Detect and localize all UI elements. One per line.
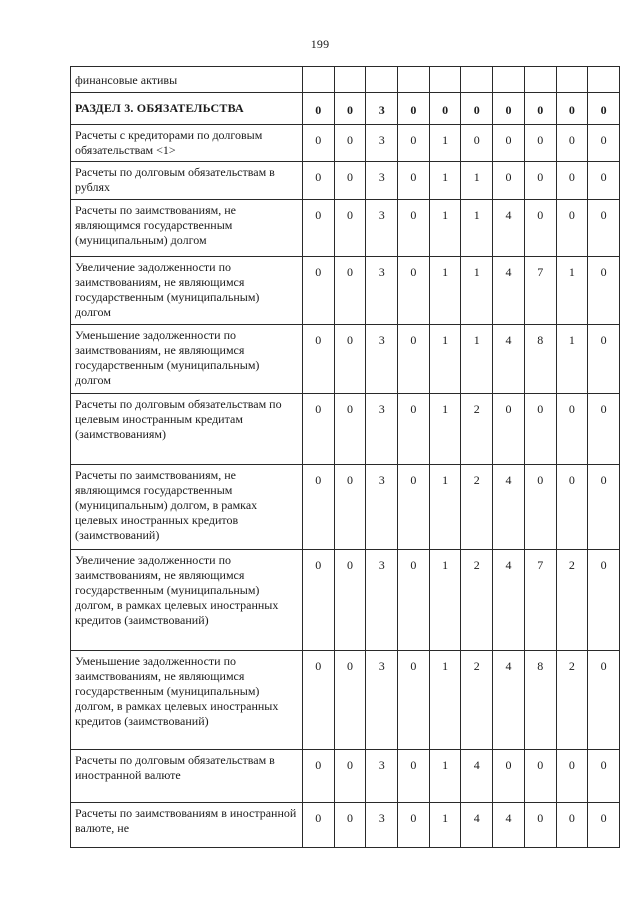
code-digit-cell: 4 — [493, 803, 525, 848]
code-digit-cell: 0 — [493, 750, 525, 803]
code-digit-cell: 0 — [302, 750, 334, 803]
code-digit-cell: 0 — [398, 394, 430, 465]
code-digit-cell: 0 — [556, 394, 588, 465]
code-digit-cell: 0 — [334, 325, 366, 394]
code-digit-cell — [398, 67, 430, 93]
code-digit-cell: 0 — [556, 465, 588, 550]
code-digit-cell: 0 — [334, 651, 366, 750]
code-digit-cell: 0 — [398, 550, 430, 651]
code-digit-cell: 0 — [588, 394, 620, 465]
code-digit-cell: 1 — [429, 651, 461, 750]
code-digit-cell — [302, 67, 334, 93]
code-digit-cell: 0 — [334, 93, 366, 125]
code-digit-cell: 0 — [334, 162, 366, 200]
code-digit-cell: 0 — [556, 93, 588, 125]
code-digit-cell: 0 — [588, 550, 620, 651]
code-digit-cell: 0 — [524, 162, 556, 200]
code-digit-cell: 1 — [429, 394, 461, 465]
code-digit-cell: 4 — [461, 803, 493, 848]
code-digit-cell: 0 — [302, 125, 334, 162]
code-digit-cell: 1 — [461, 325, 493, 394]
code-digit-cell: 0 — [334, 125, 366, 162]
budget-classification-table — [70, 66, 620, 848]
code-digit-cell: 0 — [556, 125, 588, 162]
code-digit-cell: 2 — [556, 550, 588, 651]
code-digit-cell: 0 — [493, 162, 525, 200]
row-label: Уменьшение задолженности по заимствованиям, не являющимся государственным (муниципальным) долгом — [71, 325, 303, 394]
code-digit-cell: 0 — [556, 803, 588, 848]
code-digit-cell: 0 — [334, 257, 366, 325]
code-digit-cell: 1 — [429, 125, 461, 162]
code-digit-cell: 0 — [524, 394, 556, 465]
code-digit-cell: 4 — [493, 325, 525, 394]
code-digit-cell — [366, 67, 398, 93]
table-row — [71, 162, 620, 200]
table-row — [71, 651, 620, 750]
code-digit-cell: 3 — [366, 550, 398, 651]
table-row — [71, 257, 620, 325]
table-row — [71, 67, 620, 93]
code-digit-cell: 0 — [398, 750, 430, 803]
table-row — [71, 325, 620, 394]
row-label: финансовые активы — [71, 67, 303, 93]
code-digit-cell: 0 — [302, 325, 334, 394]
code-digit-cell: 3 — [366, 325, 398, 394]
code-digit-cell: 7 — [524, 550, 556, 651]
code-digit-cell: 0 — [398, 325, 430, 394]
table-row — [71, 125, 620, 162]
code-digit-cell: 1 — [461, 200, 493, 257]
code-digit-cell: 0 — [493, 93, 525, 125]
code-digit-cell: 1 — [429, 200, 461, 257]
page-number: 199 — [310, 37, 330, 51]
code-digit-cell: 3 — [366, 257, 398, 325]
code-digit-cell: 0 — [302, 465, 334, 550]
code-digit-cell: 0 — [398, 651, 430, 750]
code-digit-cell: 3 — [366, 803, 398, 848]
code-digit-cell: 2 — [461, 465, 493, 550]
code-digit-cell — [334, 67, 366, 93]
code-digit-cell: 0 — [398, 93, 430, 125]
row-label: Увеличение задолженности по заимствованиям, не являющимся государственным (муниципальным) долгом — [71, 257, 303, 325]
code-digit-cell: 0 — [302, 803, 334, 848]
code-digit-cell: 0 — [588, 125, 620, 162]
code-digit-cell: 0 — [302, 162, 334, 200]
code-digit-cell: 2 — [556, 651, 588, 750]
code-digit-cell: 0 — [429, 93, 461, 125]
code-digit-cell: 0 — [588, 257, 620, 325]
code-digit-cell: 0 — [524, 803, 556, 848]
table-row — [71, 550, 620, 651]
code-digit-cell: 0 — [398, 803, 430, 848]
code-digit-cell: 0 — [556, 162, 588, 200]
code-digit-cell — [524, 67, 556, 93]
code-digit-cell: 2 — [461, 394, 493, 465]
row-label: Увеличение задолженности по заимствованиям, не являющимся государственным (муниципальным) долгом, в рамках целевых иностранных кредитов (заимствований) — [71, 550, 303, 651]
code-digit-cell: 0 — [398, 200, 430, 257]
code-digit-cell: 0 — [524, 93, 556, 125]
code-digit-cell — [588, 67, 620, 93]
code-digit-cell — [429, 67, 461, 93]
code-digit-cell: 3 — [366, 651, 398, 750]
code-digit-cell: 0 — [493, 125, 525, 162]
code-digit-cell: 0 — [398, 125, 430, 162]
code-digit-cell: 0 — [588, 651, 620, 750]
code-digit-cell: 4 — [493, 651, 525, 750]
code-digit-cell: 3 — [366, 125, 398, 162]
code-digit-cell: 7 — [524, 257, 556, 325]
code-digit-cell: 4 — [493, 200, 525, 257]
code-digit-cell: 1 — [461, 257, 493, 325]
code-digit-cell: 8 — [524, 325, 556, 394]
code-digit-cell: 0 — [302, 394, 334, 465]
code-digit-cell: 3 — [366, 93, 398, 125]
row-label: Уменьшение задолженности по заимствованиям, не являющимся государственным (муниципальным) долгом, в рамках целевых иностранных кредитов (заимствований) — [71, 651, 303, 750]
row-label: Расчеты по долговым обязательствам по целевым иностранным кредитам (заимствованиям) — [71, 394, 303, 465]
code-digit-cell: 1 — [429, 162, 461, 200]
code-digit-cell: 0 — [588, 93, 620, 125]
table-row — [71, 803, 620, 848]
code-digit-cell: 2 — [461, 651, 493, 750]
code-digit-cell: 0 — [524, 200, 556, 257]
code-digit-cell: 4 — [493, 550, 525, 651]
code-digit-cell: 0 — [524, 750, 556, 803]
row-label: Расчеты по заимствованиям, не являющимся государственным (муниципальным) долгом, в рамках целевых иностранных кредитов (заимствований) — [71, 465, 303, 550]
code-digit-cell: 0 — [334, 750, 366, 803]
code-digit-cell: 0 — [398, 162, 430, 200]
code-digit-cell: 1 — [461, 162, 493, 200]
table-row — [71, 750, 620, 803]
row-label: Расчеты с кредиторами по долговым обязательствам <1> — [71, 125, 303, 162]
code-digit-cell: 0 — [302, 200, 334, 257]
code-digit-cell: 3 — [366, 394, 398, 465]
code-digit-cell: 0 — [302, 550, 334, 651]
section-title: РАЗДЕЛ 3. ОБЯЗАТЕЛЬСТВА — [71, 93, 303, 125]
row-label: Расчеты по долговым обязательствам в иностранной валюте — [71, 750, 303, 803]
code-digit-cell: 1 — [556, 257, 588, 325]
section-header-row — [71, 93, 620, 125]
code-digit-cell: 1 — [429, 257, 461, 325]
code-digit-cell: 4 — [493, 257, 525, 325]
code-digit-cell: 3 — [366, 465, 398, 550]
code-digit-cell — [556, 67, 588, 93]
code-digit-cell: 0 — [334, 465, 366, 550]
code-digit-cell: 0 — [588, 325, 620, 394]
code-digit-cell: 0 — [334, 550, 366, 651]
table-row — [71, 465, 620, 550]
code-digit-cell: 0 — [334, 803, 366, 848]
code-digit-cell: 0 — [588, 803, 620, 848]
code-digit-cell: 1 — [429, 750, 461, 803]
table-row — [71, 394, 620, 465]
code-digit-cell: 0 — [588, 465, 620, 550]
code-digit-cell: 1 — [429, 325, 461, 394]
code-digit-cell: 1 — [429, 465, 461, 550]
code-digit-cell: 0 — [461, 93, 493, 125]
code-digit-cell: 0 — [334, 394, 366, 465]
code-digit-cell: 0 — [493, 394, 525, 465]
code-digit-cell: 0 — [398, 257, 430, 325]
code-digit-cell: 0 — [302, 257, 334, 325]
code-digit-cell: 0 — [302, 651, 334, 750]
row-label: Расчеты по заимствованиям, не являющимся государственным (муниципальным) долгом — [71, 200, 303, 257]
code-digit-cell: 4 — [461, 750, 493, 803]
code-digit-cell: 2 — [461, 550, 493, 651]
row-label: Расчеты по долговым обязательствам в рублях — [71, 162, 303, 200]
code-digit-cell: 1 — [556, 325, 588, 394]
code-digit-cell: 0 — [588, 162, 620, 200]
code-digit-cell: 0 — [461, 125, 493, 162]
code-digit-cell: 0 — [334, 200, 366, 257]
code-digit-cell: 0 — [524, 125, 556, 162]
code-digit-cell: 3 — [366, 200, 398, 257]
code-digit-cell: 4 — [493, 465, 525, 550]
code-digit-cell: 0 — [524, 465, 556, 550]
code-digit-cell: 3 — [366, 750, 398, 803]
table-row — [71, 200, 620, 257]
code-digit-cell: 1 — [429, 550, 461, 651]
code-digit-cell: 1 — [429, 803, 461, 848]
code-digit-cell — [493, 67, 525, 93]
code-digit-cell: 0 — [588, 750, 620, 803]
code-digit-cell: 0 — [302, 93, 334, 125]
code-digit-cell: 0 — [588, 200, 620, 257]
code-digit-cell: 0 — [398, 465, 430, 550]
code-digit-cell: 3 — [366, 162, 398, 200]
code-digit-cell — [461, 67, 493, 93]
code-digit-cell: 8 — [524, 651, 556, 750]
row-label: Расчеты по заимствованиям в иностранной валюте, не — [71, 803, 303, 848]
code-digit-cell: 0 — [556, 200, 588, 257]
code-digit-cell: 0 — [556, 750, 588, 803]
